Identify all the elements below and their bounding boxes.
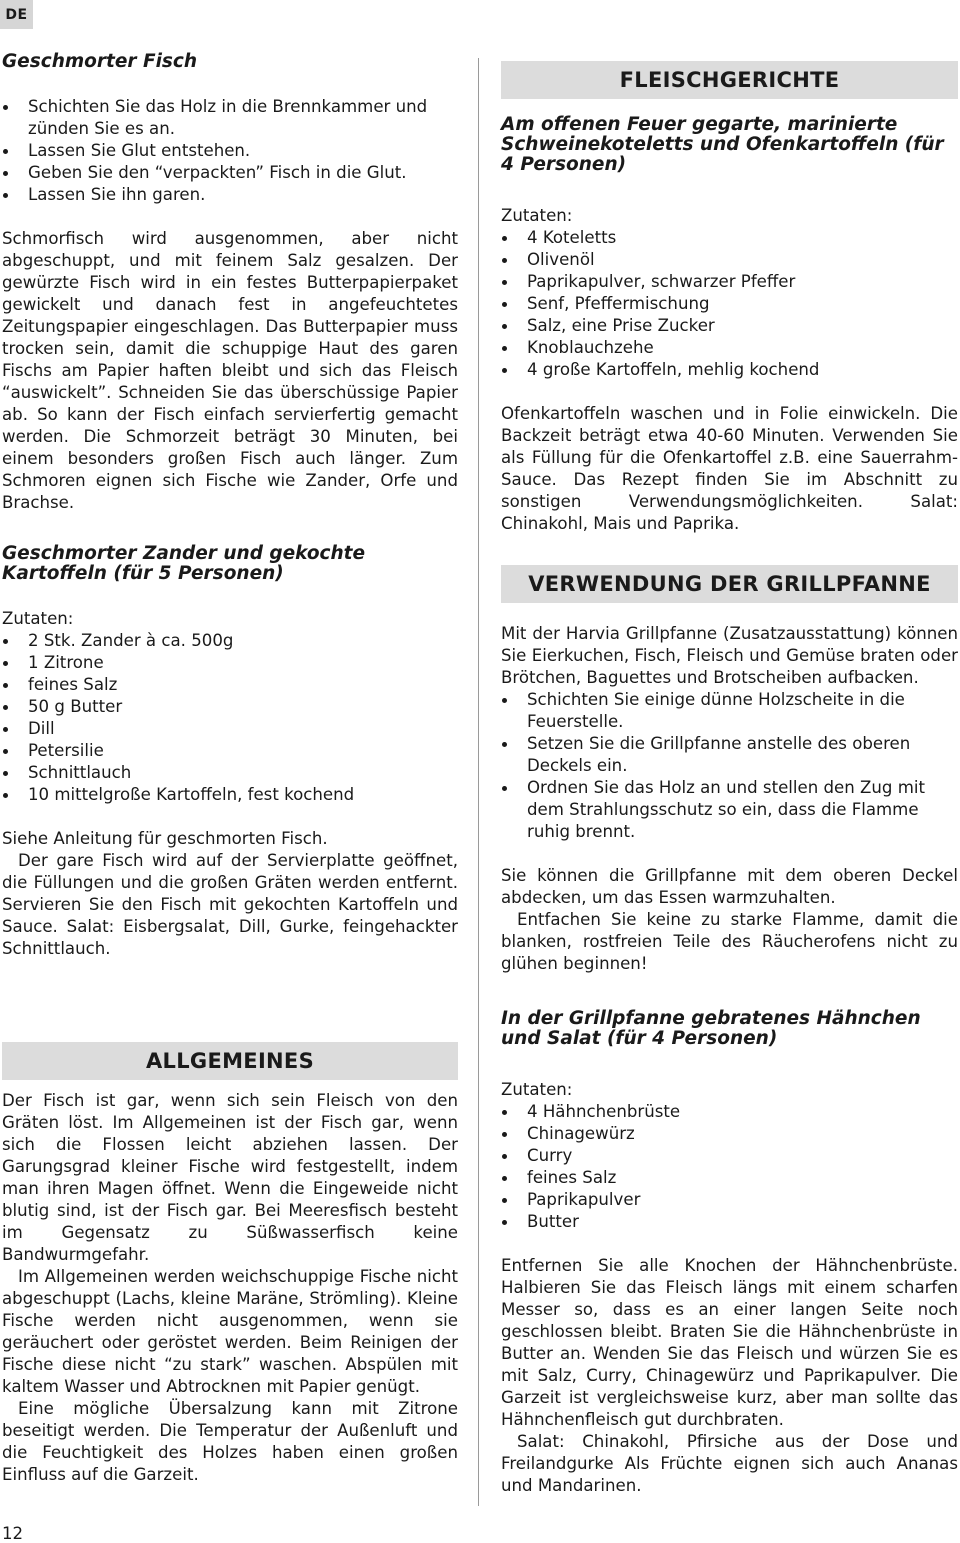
general-paragraph-1: Der Fisch ist gar, wenn sich sein Fleisch von den Gräten löst. Im Allgemeinen ist der Fisch gar, wenn sich die Flossen leicht abziehen lassen. Der Garungsgrad kleiner Fische wird festgestellt, indem man ihren Magen öffnet. Wenn die Eingeweide nicht blutig sind, ist der Fisch gar. Bei Meeresfisch besteht im Gegensatz zu Süßwasserfisch keine Bandwurmgefahr.	[2, 1091, 458, 1264]
list-item: 50 g Butter	[2, 696, 458, 718]
list-item: Petersilie	[2, 740, 458, 762]
chicken-title: In der Grillpfanne gebratenes Hähnchen und Salat (für 4 Personen)	[501, 1008, 921, 1049]
list-item: 2 Stk. Zander à ca. 500g	[2, 630, 458, 652]
general-paragraph-2: Im Allgemeinen werden weichschuppige Fische nicht abgeschuppt (Lachs, kleine Maräne, Strömling). Kleine Fische werden nicht ausgenommen, wenn sie geräuchert oder geröstet werden. Beim Reinigen der Fische diese nicht “zu stark” waschen. Abspülen mit kaltem Wasser und Abtrocknen mit Papier genügt.	[2, 1267, 458, 1396]
zander-ingredients-list	[2, 630, 458, 806]
list-item: Knoblauchzehe	[501, 337, 958, 359]
grill-text-1: Sie können die Grillpfanne mit dem oberen Deckel abdecken, um das Essen warmzuhalten.	[501, 866, 958, 907]
list-item: 4 Koteletts	[501, 227, 958, 249]
meat-banner: FLEISCHGERICHTE	[501, 61, 958, 99]
chicken-ingredients-list	[501, 1101, 958, 1233]
list-item: Ordnen Sie das Holz an und stellen den Zug mit dem Strahlungsschutz so ein, dass die Flamme ruhig brennt.	[501, 777, 958, 843]
list-item: Setzen Sie die Grillpfanne anstelle des oberen Deckels ein.	[501, 733, 958, 777]
list-item: Paprikapulver, schwarzer Pfeffer	[501, 271, 958, 293]
list-item: Schichten Sie einige dünne Holzscheite in die Feuerstelle.	[501, 689, 958, 733]
list-item: Chinagewürz	[501, 1123, 958, 1145]
language-tab: DE	[0, 0, 33, 29]
list-item: 4 große Kartoffeln, mehlig kochend	[501, 359, 958, 381]
list-item: Curry	[501, 1145, 958, 1167]
zander-ingredients-label: Zutaten:	[2, 609, 74, 628]
list-item: 1 Zitrone	[2, 652, 458, 674]
list-item: 4 Hähnchenbrüste	[501, 1101, 958, 1123]
grill-text-2: Entfachen Sie keine zu starke Flamme, damit die blanken, rostfreien Teile des Räucherofens nicht zu glühen beginnen!	[501, 910, 958, 973]
list-item: Butter	[501, 1211, 958, 1233]
pork-title: Am offenen Feuer gegarte, marinierte Schweinekoteletts und Ofenkartoffeln (für 4 Personen)	[501, 114, 944, 175]
chicken-text-2: Salat: Chinakohl, Pfirsiche aus der Dose und Freilandgurke Als Früchte eignen sich auch Ananas und Mandarinen.	[501, 1432, 958, 1495]
list-item: 10 mittelgroße Kartoffeln, fest kochend	[2, 784, 458, 806]
chicken-ingredients-label: Zutaten:	[501, 1080, 573, 1099]
zander-text-2: Der gare Fisch wird auf der Servierplatte geöffnet, die Füllungen und die großen Gräten werden entfernt. Servieren Sie den Fisch mit gekochten Kartoffeln und Sauce. Salat: Eisbergsalat, Dill, Gurke, feingehackter Schnittlauch.	[2, 851, 458, 958]
list-item: Senf, Pfeffermischung	[501, 293, 958, 315]
zander-title: Geschmorter Zander und gekochte Kartoffeln (für 5 Personen)	[2, 543, 366, 584]
fish-text: Schmorfisch wird ausgenommen, aber nicht abgeschuppt, und mit feinem Salz gesalzen. Der gewürzte Fisch wird in ein festes Butterpapierpaket gewickelt und danach fest in angefeuchtetes Zeitungspapier eingeschlagen. Das Butterpapier muss trocken sein, damit die schuppige Haut des garen Fischs am Papier haften bleibt und sich das Fleisch “auswickelt”. Schneiden Sie das überschüssige Papier ab. So kann der Fisch einfach servierfertig gemacht werden. Die Schmorzeit beträgt 30 Minuten, bei einem besonders großen Fisch auch länger. Zum Schmoren eignen sich Fische wie Zander, Orfe und Brachse.	[2, 229, 458, 512]
left-column	[2, 52, 458, 1486]
list-item: feines Salz	[2, 674, 458, 696]
grill-steps-list	[501, 689, 958, 843]
right-column	[501, 61, 958, 1497]
grill-banner: VERWENDUNG DER GRILLPFANNE	[501, 565, 958, 603]
list-item: feines Salz	[501, 1167, 958, 1189]
general-paragraph-3: Eine mögliche Übersalzung kann mit Zitrone beseitigt werden. Die Temperatur der Außenluft und die Feuchtigkeit des Holzes haben einen großen Einfluss auf die Garzeit.	[2, 1399, 458, 1484]
general-banner: ALLGEMEINES	[2, 1042, 458, 1080]
list-item: Geben Sie den “verpackten” Fisch in die Glut.	[2, 162, 458, 184]
fish-title: Geschmorter Fisch	[2, 51, 198, 72]
pork-text: Ofenkartoffeln waschen und in Folie einwickeln. Die Backzeit beträgt etwa 40-60 Minuten. Verwenden Sie als Füllung für die Ofenkartoffel z.B. eine Sauerrahm-Sauce. Das Rezept finden Sie im Abschnitt zu sonstigen Verwendungsmöglichkeiten. Salat: Chinakohl, Mais und Paprika.	[501, 404, 958, 533]
pork-ingredients-list	[501, 227, 958, 381]
pork-ingredients-label: Zutaten:	[501, 206, 573, 225]
fish-steps-list	[2, 96, 458, 206]
page-number: 12	[2, 1524, 24, 1543]
chicken-text-1: Entfernen Sie alle Knochen der Hähnchenbrüste. Halbieren Sie das Fleisch längs mit einem scharfen Messer so, dass es an einer langen Seite noch geschlossen bleibt. Braten Sie die Hähnchenbrüste in Butter an. Wenden Sie das Fleisch und würzen Sie es mit Salz, Curry, Chinagewürz und Paprikapulver. Die Garzeit ist vergleichsweise kurz, aber man sollte das Hähnchenfleisch gut durchbraten.	[501, 1256, 958, 1429]
grill-intro: Mit der Harvia Grillpfanne (Zusatzausstattung) können Sie Eierkuchen, Fisch, Fleisch und Gemüse braten oder Brötchen, Baguettes und Brotscheiben aufbacken.	[501, 624, 958, 687]
list-item: Dill	[2, 718, 458, 740]
list-item: Schichten Sie das Holz in die Brennkammer und zünden Sie es an.	[2, 96, 458, 140]
column-divider	[478, 58, 479, 1506]
list-item: Schnittlauch	[2, 762, 458, 784]
list-item: Salz, eine Prise Zucker	[501, 315, 958, 337]
list-item: Olivenöl	[501, 249, 958, 271]
list-item: Lassen Sie Glut entstehen.	[2, 140, 458, 162]
zander-text-1: Siehe Anleitung für geschmorten Fisch.	[2, 829, 328, 848]
list-item: Paprikapulver	[501, 1189, 958, 1211]
list-item: Lassen Sie ihn garen.	[2, 184, 458, 206]
